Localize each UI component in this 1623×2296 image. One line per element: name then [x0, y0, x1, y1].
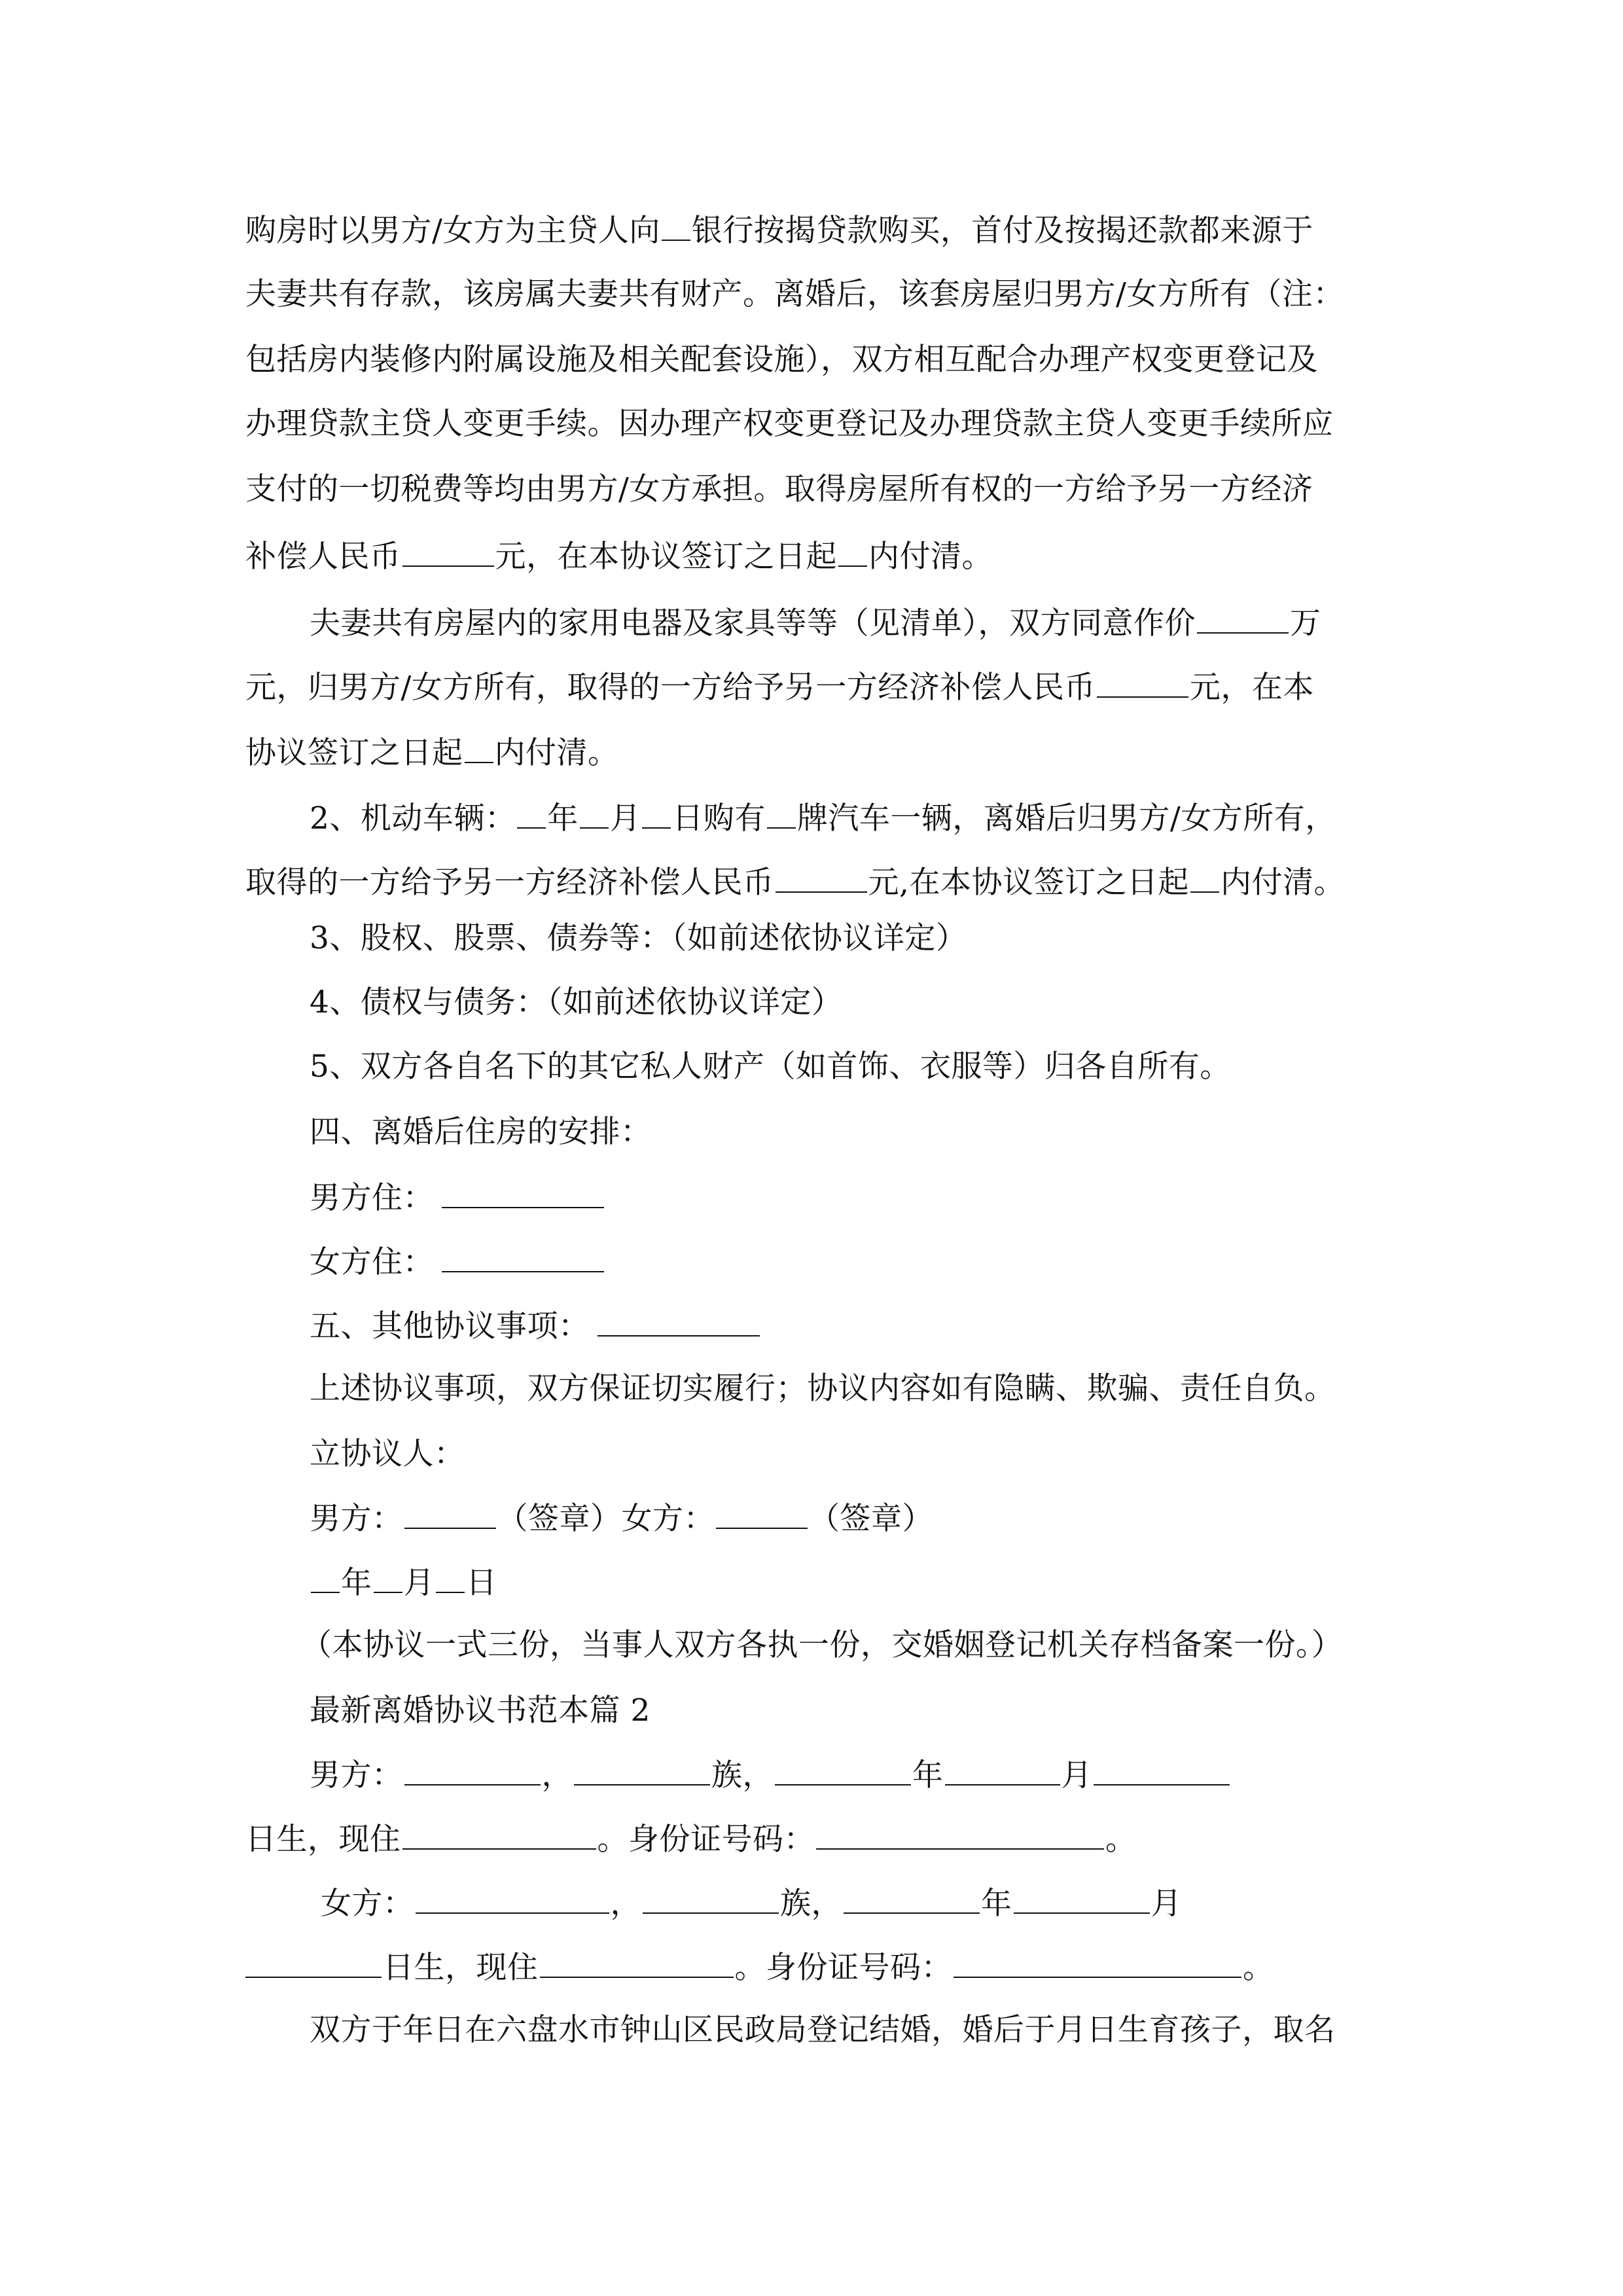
paragraph-line — [245, 666, 1384, 706]
text-run: 年 — [912, 1757, 944, 1793]
text-run: 上述协议事项，双方保证切实履行；协议内容如有隐瞒、欺骗、责任自负。 — [310, 1371, 1336, 1407]
paragraph-line — [310, 1177, 1448, 1216]
text-run: 双方于年日在六盘水市钟山区民政局登记结婚，婚后于月日生育孩子，取名 — [310, 2012, 1336, 2048]
text-run: 夫妻共有房屋内的家用电器及家具等等（见清单），双方同意作价 — [310, 605, 1196, 641]
text-run: 女方： — [321, 1886, 414, 1922]
female-ethnicity-blank[interactable] — [643, 1882, 779, 1914]
text-run: 女方住： — [310, 1244, 434, 1280]
paragraph-line — [310, 602, 1448, 641]
day-blank[interactable] — [642, 797, 671, 829]
female-name-blank[interactable] — [416, 1882, 609, 1914]
text-run: 族， — [711, 1757, 774, 1793]
female-id-number-blank[interactable] — [954, 1946, 1241, 1978]
paragraph-line — [301, 1626, 1440, 1665]
brand-blank[interactable] — [767, 797, 796, 829]
signature-line — [310, 1498, 1448, 1537]
text-run: 办理贷款主贷人变更手续。因办理产权变更登记及办理贷款主贷人变更手续所应 — [245, 406, 1334, 442]
year-blank[interactable] — [311, 1562, 340, 1593]
male-id-number-blank[interactable] — [816, 1818, 1104, 1850]
fill-blank[interactable] — [662, 209, 690, 241]
text-run: ， — [541, 1757, 573, 1793]
text-run: 牌汽车一辆，离婚后归男方/女方所有， — [796, 800, 1336, 836]
female-residence-blank[interactable] — [442, 1241, 604, 1272]
paragraph-line — [310, 797, 1448, 836]
text-run: 日生，现住 — [245, 1821, 401, 1857]
text-run: （签章） — [809, 1501, 933, 1537]
amount-blank[interactable] — [1097, 666, 1188, 698]
text-run: 购房时以男方/女方为主贷人向 — [245, 213, 660, 249]
period-blank[interactable] — [838, 535, 867, 567]
paragraph-line — [245, 861, 1384, 901]
female-signature-blank[interactable] — [716, 1498, 808, 1529]
text-run: 日生，现住 — [383, 1950, 539, 1986]
paragraph-line — [310, 1435, 1448, 1474]
text-run: 补偿人民币 — [245, 539, 401, 575]
paragraph-line — [310, 2011, 1448, 2050]
text-run: 元，归男方/女方所有，取得的一方给予另一方经济补偿人民币 — [245, 670, 1096, 706]
text-run: 内付清。 — [494, 735, 619, 771]
text-run: 银行按揭贷款购买，首付及按揭还款都来源于 — [691, 213, 1313, 249]
text-run: 四、离婚后住房的安排： — [310, 1114, 652, 1150]
paragraph-line — [245, 340, 1384, 380]
text-run: 日购有 — [672, 800, 766, 836]
text-run: 。 — [1105, 1821, 1137, 1857]
paragraph-line — [310, 1369, 1448, 1408]
paragraph-line — [310, 1241, 1448, 1280]
text-run: 4、债权与债务：（如前述依协议详定） — [310, 984, 843, 1020]
female-address-blank[interactable] — [540, 1946, 734, 1978]
female-birth-year-blank[interactable] — [844, 1882, 980, 1914]
male-signature-blank[interactable] — [404, 1498, 496, 1529]
amount-blank[interactable] — [776, 861, 867, 893]
text-run: （签章）女方： — [497, 1501, 715, 1537]
text-run: 5、双方各自名下的其它私人财产（如首饰、衣服等）归各自所有。 — [310, 1049, 1231, 1085]
text-run: 。身份证号码： — [597, 1821, 815, 1857]
amount-blank[interactable] — [402, 535, 494, 567]
text-run: 年 — [341, 1565, 372, 1601]
text-run: 月 — [403, 1565, 435, 1601]
paragraph-line — [310, 919, 1448, 958]
text-run: 年 — [547, 800, 579, 836]
male-birth-year-blank[interactable] — [775, 1754, 911, 1785]
text-run: 3、股权、股票、债券等：（如前述依协议详定） — [310, 920, 967, 956]
text-run: 立协议人： — [310, 1436, 465, 1472]
text-run: ， — [610, 1886, 641, 1922]
text-run: 日 — [466, 1565, 497, 1601]
text-run: 月 — [609, 800, 641, 836]
male-address-blank[interactable] — [402, 1818, 596, 1850]
text-run: 包括房内装修内附属设施及相关配套设施），双方相互配合办理产权变更登记及 — [245, 342, 1318, 378]
year-blank[interactable] — [517, 797, 546, 829]
text-run: 元，在本协议签订之日起 — [495, 539, 837, 575]
price-blank[interactable] — [1197, 602, 1289, 634]
paragraph-line — [245, 535, 1384, 575]
male-ethnicity-blank[interactable] — [574, 1754, 710, 1785]
other-matters-blank[interactable] — [597, 1305, 760, 1336]
party-info-line — [321, 1882, 1459, 1922]
text-run: 内付清。 — [1220, 865, 1345, 901]
month-blank[interactable] — [580, 797, 609, 829]
text-run: 月 — [1061, 1757, 1092, 1793]
paragraph-line — [245, 275, 1384, 314]
male-birth-month-blank[interactable] — [945, 1754, 1060, 1785]
section-heading — [310, 1305, 1448, 1344]
party-info-line — [245, 1818, 1384, 1857]
text-run: （本协议一式三份，当事人双方各执一份，交婚姻登记机关存档备案一份。） — [301, 1627, 1343, 1663]
male-birth-day-blank[interactable] — [1094, 1754, 1230, 1785]
text-run: 男方住： — [310, 1180, 434, 1216]
text-run: 元，在本 — [1189, 670, 1314, 706]
paragraph-line — [310, 983, 1448, 1022]
text-run: 月 — [1150, 1886, 1182, 1922]
text-run: 族， — [780, 1886, 842, 1922]
male-residence-blank[interactable] — [442, 1177, 604, 1208]
text-run: 协议签订之日起 — [245, 735, 463, 771]
period-blank[interactable] — [465, 732, 493, 763]
text-run: 元,在本协议签订之日起 — [868, 865, 1189, 901]
text-run: 男方： — [310, 1501, 403, 1537]
female-birth-day-blank[interactable] — [245, 1946, 382, 1978]
day-blank[interactable] — [436, 1562, 465, 1593]
paragraph-line — [245, 732, 1384, 771]
paragraph-line — [245, 404, 1384, 444]
text-run: 万 — [1290, 605, 1321, 641]
paragraph-line — [245, 470, 1384, 509]
text-run: 。 — [1243, 1950, 1274, 1986]
text-run: 2、机动车辆： — [310, 800, 516, 836]
text-run: 最新离婚协议书范本篇 2 — [310, 1693, 651, 1729]
text-run: 取得的一方给予另一方经济补偿人民币 — [245, 865, 774, 901]
text-run: 年 — [981, 1886, 1012, 1922]
section-title — [310, 1691, 1448, 1731]
party-info-line — [310, 1754, 1448, 1793]
text-run: 夫妻共有存款，该房属夫妻共有财产。离婚后，该套房屋归男方/女方所有（注： — [245, 276, 1344, 312]
male-name-blank[interactable] — [404, 1754, 541, 1785]
section-heading — [310, 1113, 1448, 1152]
text-run: 五、其他协议事项： — [310, 1308, 590, 1344]
text-run: 内付清。 — [868, 539, 993, 575]
text-run: 支付的一切税费等均由男方/女方承担。取得房屋所有权的一方给予另一方经济 — [245, 471, 1313, 507]
month-blank[interactable] — [374, 1562, 402, 1593]
female-birth-month-blank[interactable] — [1014, 1882, 1150, 1914]
text-run: 男方： — [310, 1757, 403, 1793]
date-line — [310, 1562, 1448, 1601]
party-info-line — [245, 1946, 1384, 1986]
paragraph-line — [310, 1047, 1448, 1086]
paragraph-line — [245, 209, 1384, 249]
text-run: 。身份证号码： — [734, 1950, 952, 1986]
period-blank[interactable] — [1190, 861, 1219, 893]
